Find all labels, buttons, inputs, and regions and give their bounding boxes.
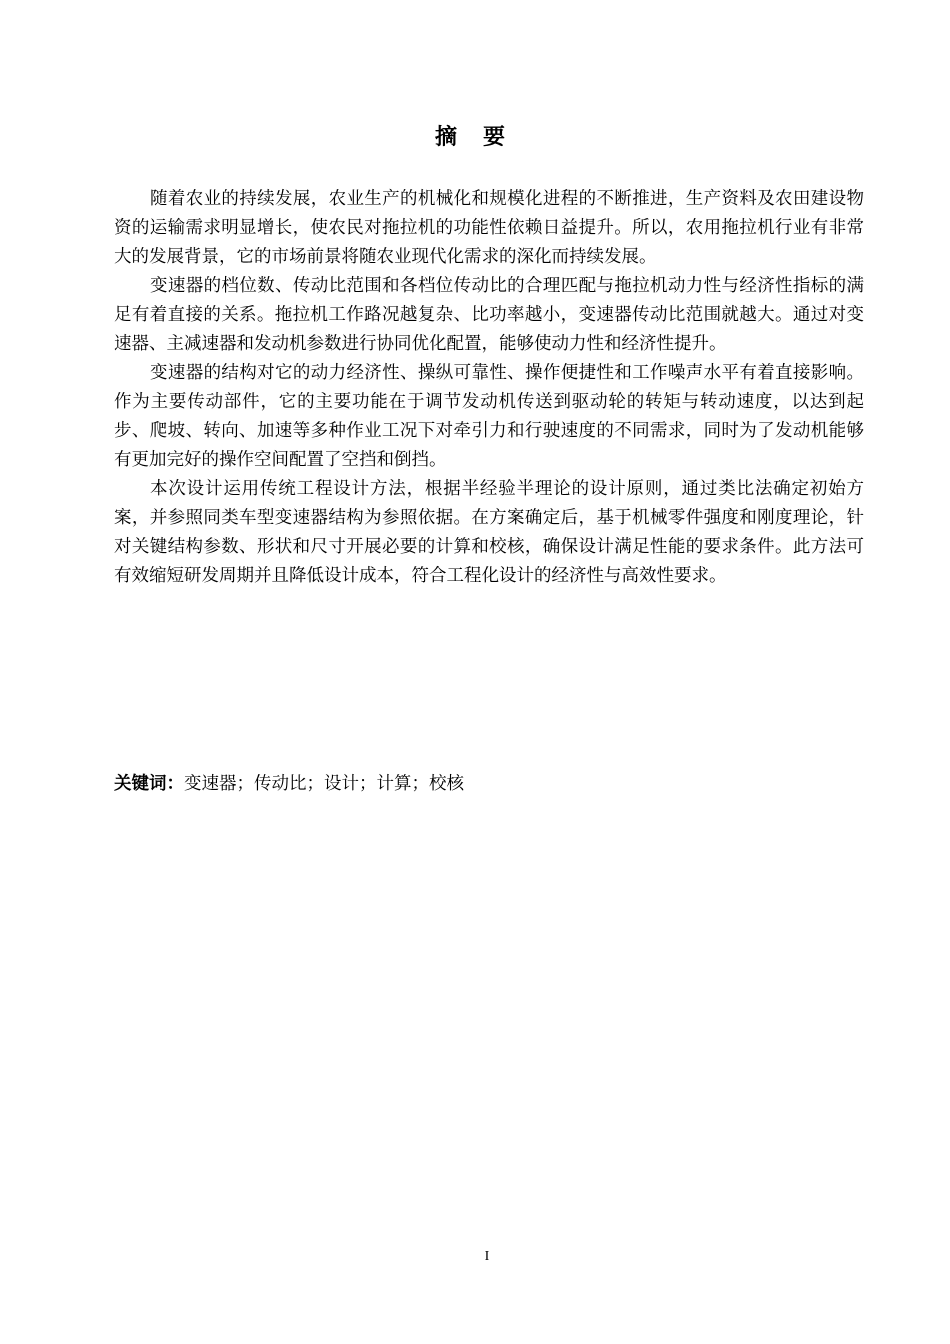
page-number: I — [484, 1249, 490, 1264]
keywords-label: 关键词： — [114, 774, 184, 794]
page-title: 摘要 — [434, 125, 531, 150]
abstract-paragraph-2: 变速器的档位数、传动比范围和各档位传动比的合理匹配与拖拉机动力性与经济性指标的满足有着直接的关系。拖拉机工作路况越复杂、比功率越小，变速器传动比范围就越大。通过对变速器、主减速器和发动机参数进行协同优化配置，能够使动力性和经济性提升。 — [114, 276, 864, 354]
abstract-body — [114, 185, 864, 591]
keywords-line — [114, 771, 864, 797]
abstract-paragraph-4: 本次设计运用传统工程设计方法，根据半经验半理论的设计原则，通过类比法确定初始方案，并参照同类车型变速器结构为参照依据。在方案确定后，基于机械零件强度和刚度理论，针对关键结构参数、形状和尺寸开展必要的计算和校核，确保设计满足性能的要求条件。此方法可有效缩短研发周期并且降低设计成本，符合工程化设计的经济性与高效性要求。 — [114, 479, 864, 586]
abstract-paragraph-3: 变速器的结构对它的动力经济性、操纵可靠性、操作便捷性和工作噪声水平有着直接影响。作为主要传动部件，它的主要功能在于调节发动机传送到驱动轮的转矩与转动速度，以达到起步、爬坡、转向、加速等多种作业工况下对牵引力和行驶速度的不同需求，同时为了发动机能够有更加完好的操作空间配置了空挡和倒挡。 — [114, 363, 864, 470]
keywords-text: 变速器；传动比；设计；计算；校核 — [184, 774, 464, 794]
abstract-paragraph-1: 随着农业的持续发展，农业生产的机械化和规模化进程的不断推进，生产资料及农田建设物资的运输需求明显增长，使农民对拖拉机的功能性依赖日益提升。所以，农用拖拉机行业有非常大的发展背景，它的市场前景将随农业现代化需求的深化而持续发展。 — [114, 189, 864, 267]
